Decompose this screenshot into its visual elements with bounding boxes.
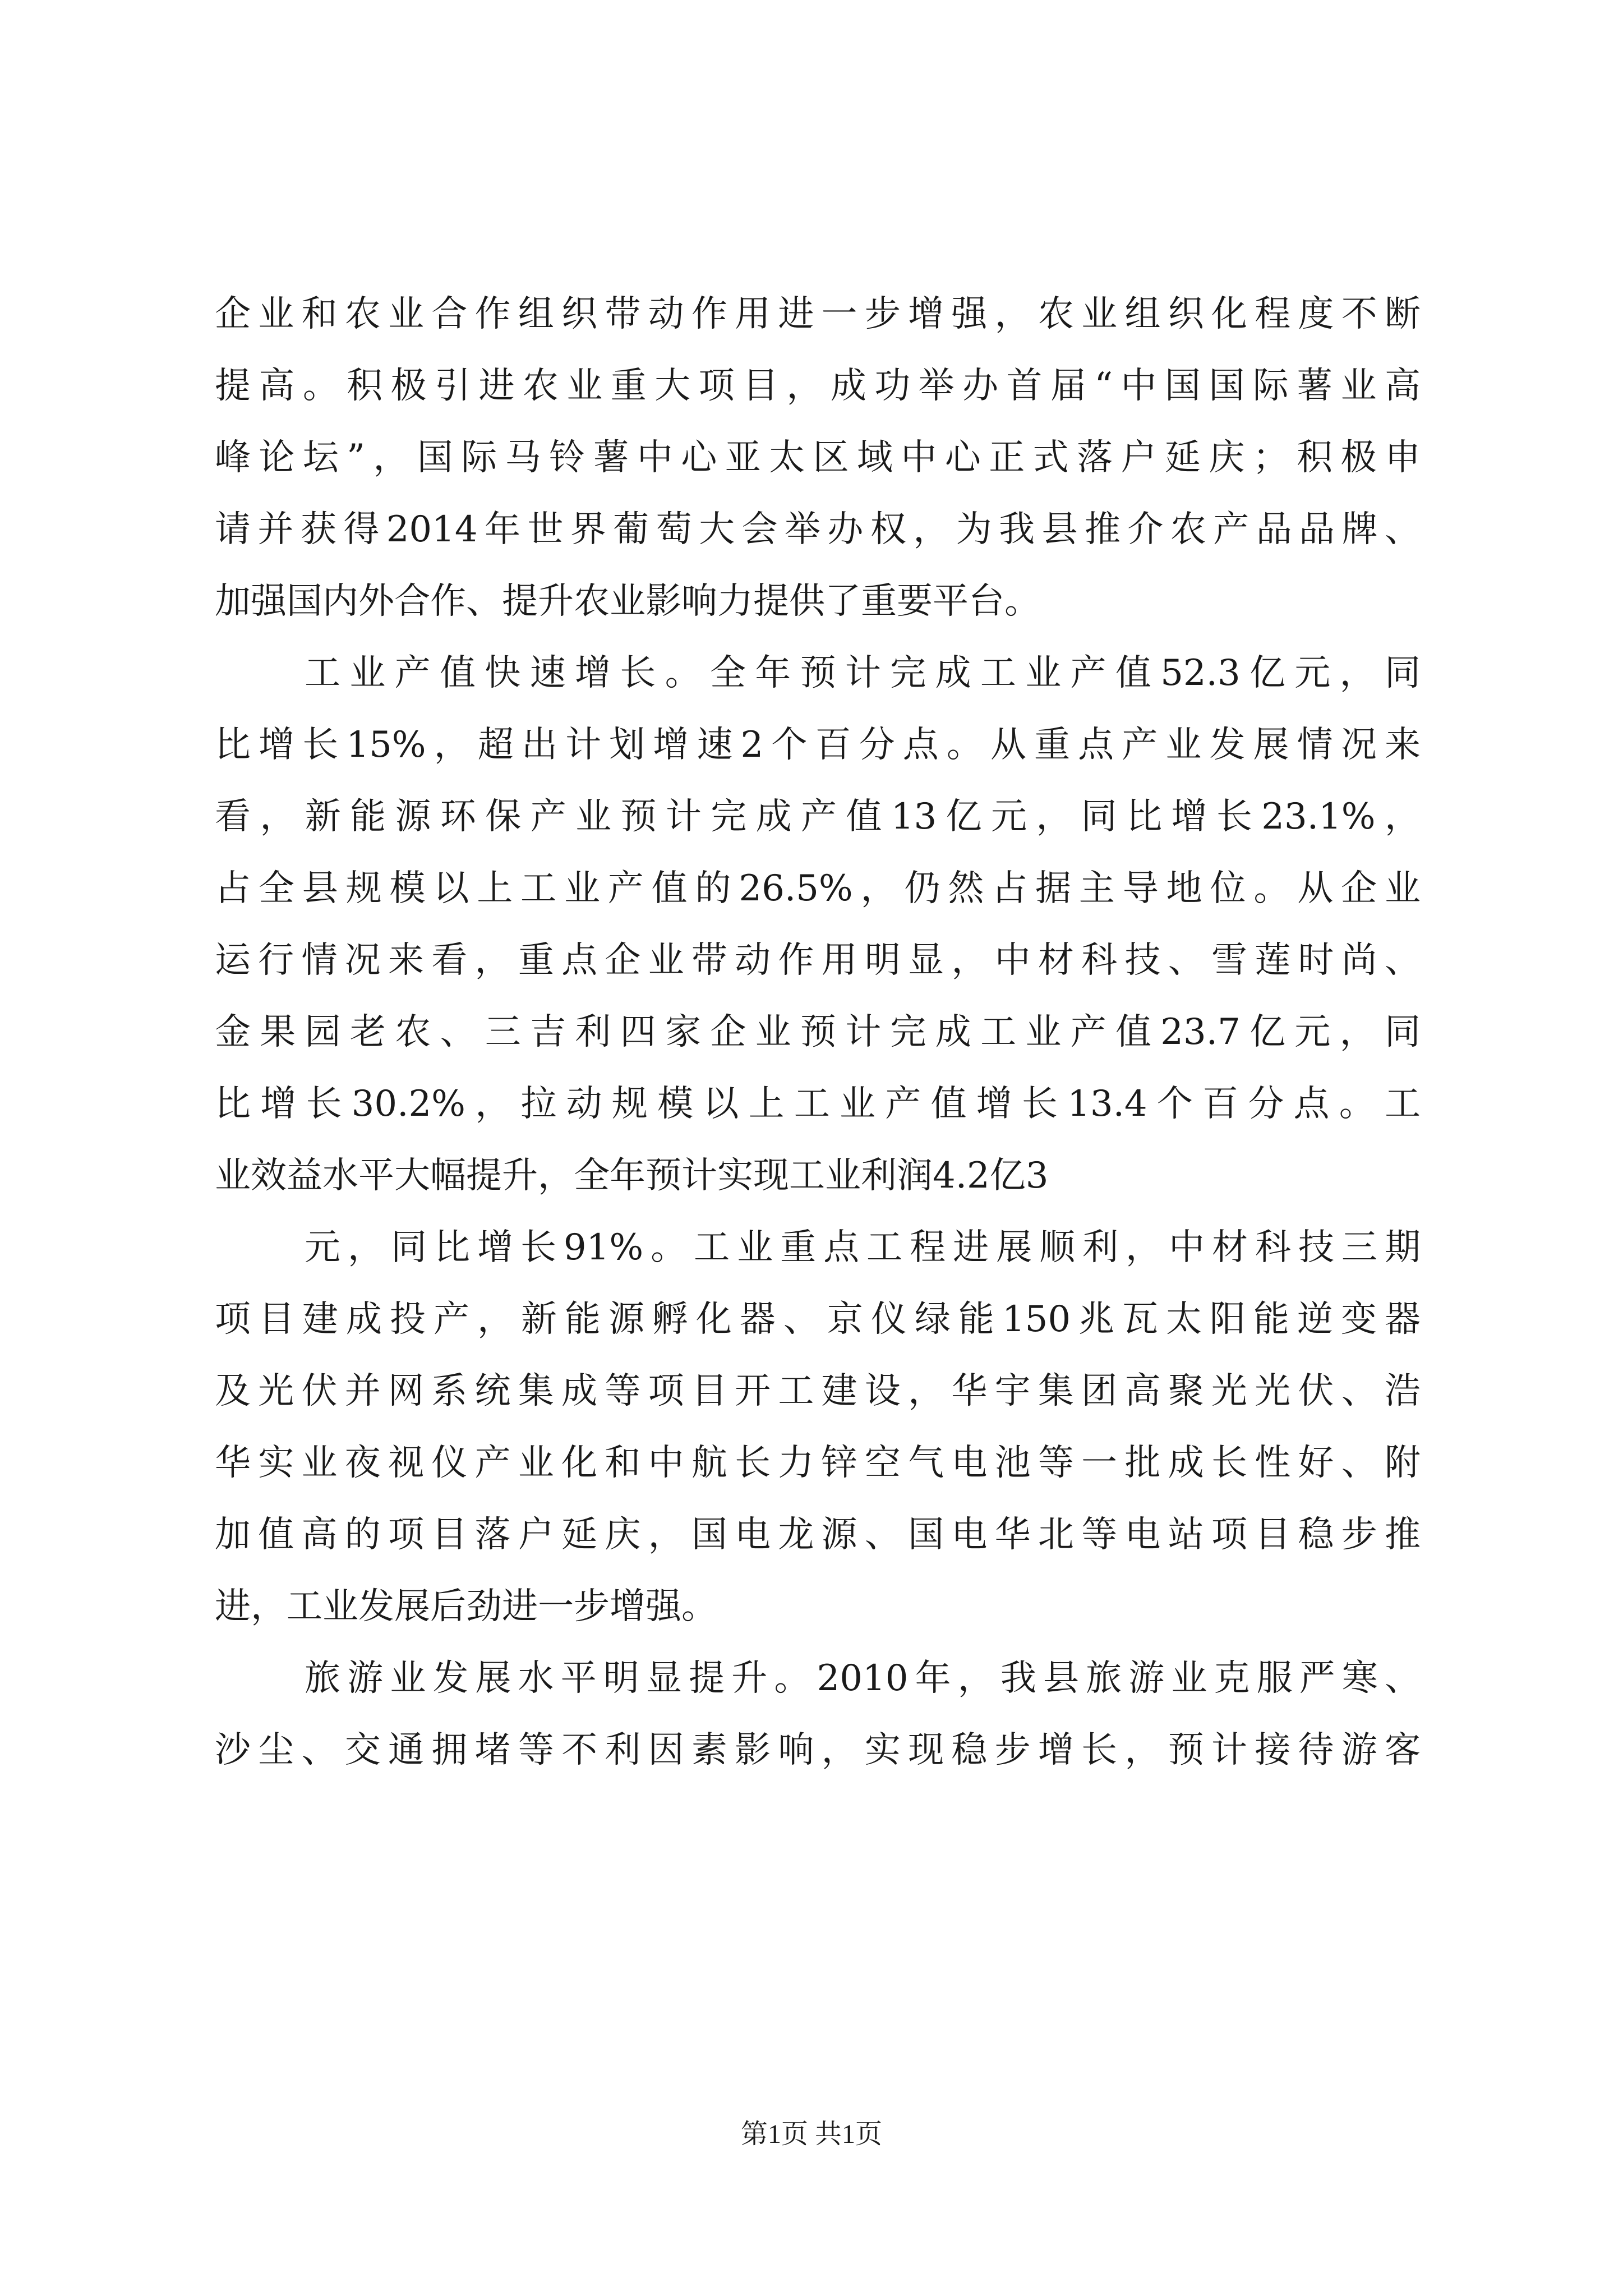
page-footer: 第1页 共1页 [740, 2119, 882, 2149]
text-line-2: 提高。积极引进农业重大项目，成功举办首届“中国国际薯业高 [215, 365, 1421, 407]
text-line-18: 加值高的项目落户延庆，国电龙源、国电华北等电站项目稳步推 [215, 1514, 1421, 1556]
text-line-7: 比增长15%，超出计划增速2个百分点。从重点产业发展情况来 [215, 724, 1421, 766]
text-line-15: 项目建成投产，新能源孵化器、京仪绿能150兆瓦太阳能逆变器 [215, 1299, 1421, 1340]
text-line-9: 占全县规模以上工业产值的26.5%，仍然占据主导地位。从企业 [215, 868, 1421, 909]
text-line-17: 华实业夜视仪产业化和中航长力锌空气电池等一批成长性好、附 [215, 1442, 1421, 1484]
text-line-5: 加强国内外合作、提升农业影响力提供了重要平台。 [215, 581, 1040, 622]
text-line-1: 企业和农业合作组织带动作用进一步增强，农业组织化程度不断 [215, 293, 1421, 335]
text-line-13: 业效益水平大幅提升，全年预计实现工业利润4.2亿3 [215, 1155, 1049, 1197]
text-line-21: 沙尘、交通拥堵等不利因素影响，实现稳步增长，预计接待游客 [215, 1729, 1421, 1771]
text-line-20: 旅游业发展水平明显提升。2010年，我县旅游业克服严寒、 [305, 1658, 1421, 1699]
text-line-4: 请并获得2014年世界葡萄大会举办权，为我县推介农产品品牌、 [215, 509, 1421, 550]
text-line-10: 运行情况来看，重点企业带动作用明显，中材科技、雪莲时尚、 [215, 940, 1421, 981]
text-line-12: 比增长30.2%，拉动规模以上工业产值增长13.4个百分点。工 [215, 1083, 1421, 1125]
text-line-19: 进，工业发展后劲进一步增强。 [215, 1586, 717, 1627]
text-line-16: 及光伏并网系统集成等项目开工建设，华宇集团高聚光光伏、浩 [215, 1370, 1421, 1412]
text-line-3: 峰论坛”，国际马铃薯中心亚太区域中心正式落户延庆；积极申 [215, 437, 1421, 478]
text-line-8: 看，新能源环保产业预计完成产值13亿元，同比增长23.1%， [215, 796, 1421, 838]
text-line-6: 工业产值快速增长。全年预计完成工业产值52.3亿元，同 [305, 652, 1421, 694]
text-line-11: 金果园老农、三吉利四家企业预计完成工业产值23.7亿元，同 [215, 1011, 1421, 1053]
text-line-14: 元，同比增长91%。工业重点工程进展顺利，中材科技三期 [305, 1227, 1421, 1268]
